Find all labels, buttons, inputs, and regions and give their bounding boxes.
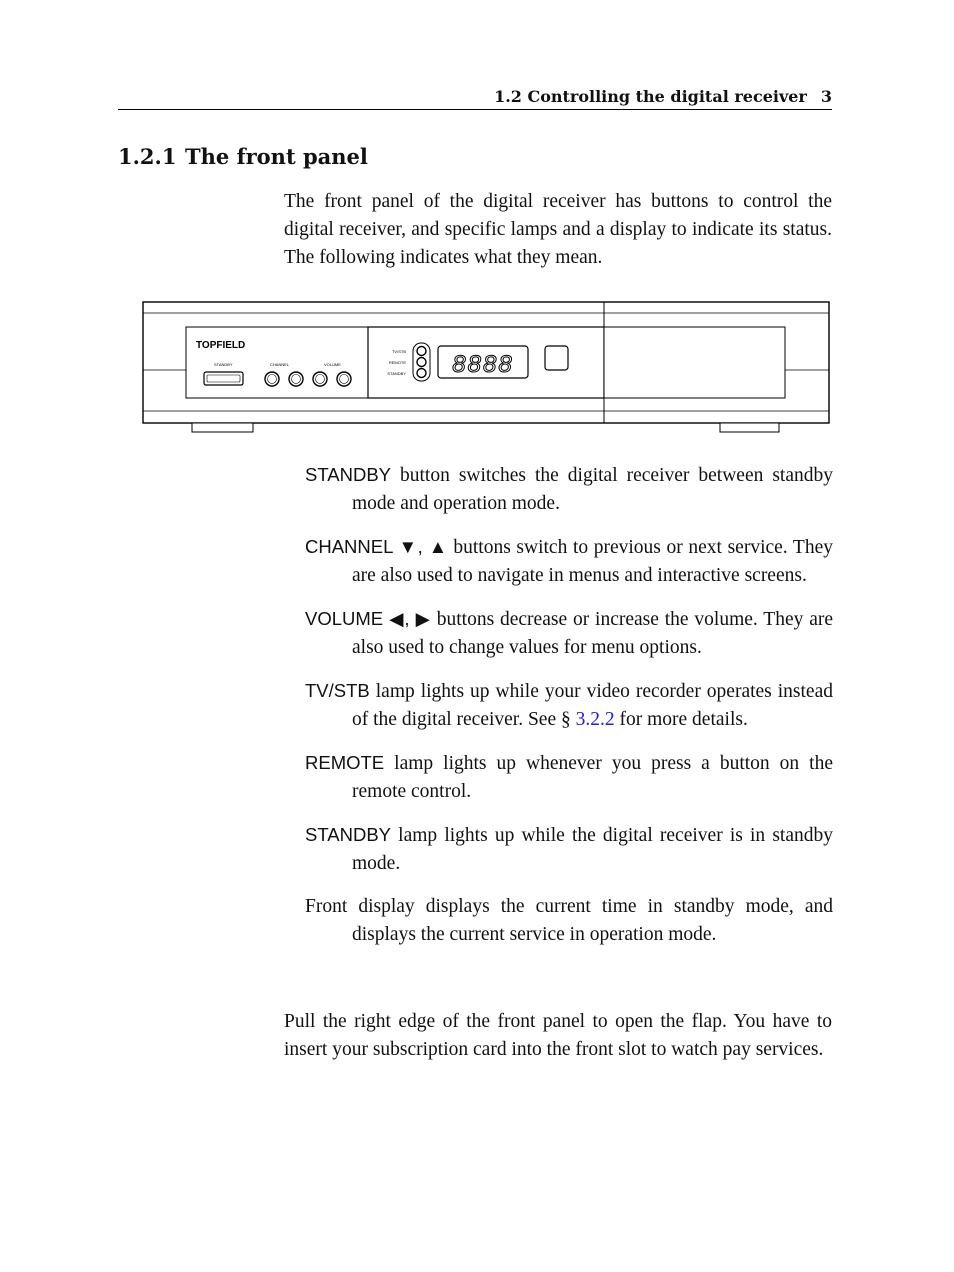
list-item: [305, 605, 833, 662]
running-head: [118, 87, 832, 110]
item-text: lamp lights up while the digital receiver is in standby mode.: [352, 825, 833, 874]
display-digits: 8888: [452, 351, 514, 378]
volume-label: VOLUME: [324, 362, 341, 367]
item-term: VOLUME ◀, ▶: [305, 608, 431, 629]
front-panel-illustration: [142, 300, 832, 438]
remote-lamp: [417, 358, 426, 367]
lamp-label-tvstb: TV/STB: [391, 349, 406, 354]
channel-label: CHANNEL: [270, 362, 290, 367]
panel-sensor: [545, 346, 568, 370]
section-number: 1.2.1: [118, 144, 177, 169]
item-term: Front display: [305, 896, 415, 917]
list-item: [305, 821, 833, 878]
section-link[interactable]: 3.2.2: [575, 709, 615, 730]
lamp-label-standby: STANDBY: [387, 371, 406, 376]
channel-up-button: [289, 372, 303, 386]
item-term: STANDBY: [305, 464, 392, 485]
item-term: CHANNEL ▼, ▲: [305, 536, 448, 557]
standby-button: [204, 372, 243, 385]
left-foot: [192, 423, 253, 432]
item-term: TV/STB: [305, 680, 370, 701]
volume-up-button: [337, 372, 351, 386]
right-foot: [720, 423, 779, 432]
running-head-title: 1.2 Controlling the digital receiver: [494, 87, 807, 106]
list-item: [305, 749, 833, 806]
item-text: displays the current time in standby mode, and displays the current service in operation mode.: [352, 896, 834, 945]
volume-down-button: [313, 372, 327, 386]
card-slot-flap: [604, 327, 785, 398]
feature-list: [305, 461, 833, 964]
tvstb-lamp: [417, 347, 426, 356]
section-heading: [118, 144, 368, 169]
standby-label: STANDBY: [214, 362, 233, 367]
closing-paragraph: Pull the right edge of the front panel to open the flap. You have to insert your subscription card into the front slot to watch pay services.: [284, 1011, 832, 1060]
list-item: [305, 893, 833, 949]
list-item: [305, 677, 833, 734]
lamp-label-remote: REMOTE: [388, 360, 406, 365]
item-text: button switches the digital receiver between standby mode and operation mode.: [352, 465, 834, 514]
list-item: [305, 533, 833, 590]
section-title: The front panel: [185, 144, 368, 169]
channel-down-button: [265, 372, 279, 386]
item-text: buttons decrease or increase the volume. They are also used to change values for menu options.: [352, 609, 833, 658]
brand-logo: TOPFIELD: [196, 340, 246, 351]
item-term: REMOTE: [305, 752, 385, 773]
item-text: for more details.: [619, 709, 748, 730]
list-item: [305, 461, 833, 518]
item-text: lamp lights up whenever you press a button on the remote control.: [352, 753, 834, 802]
intro-paragraph: The front panel of the digital receiver has buttons to control the digital receiver, and specific lamps and a display to indicate its status. The following indicates what they mean.: [284, 191, 832, 268]
standby-lamp: [417, 369, 426, 378]
item-term: STANDBY: [305, 824, 392, 845]
item-text: lamp lights up while your video recorder operates instead of the digital receiver. See §: [352, 681, 833, 730]
item-text: buttons switch to previous or next service. They are also used to navigate in menus and interactive screens.: [352, 537, 834, 586]
page-number: 3: [820, 87, 832, 106]
